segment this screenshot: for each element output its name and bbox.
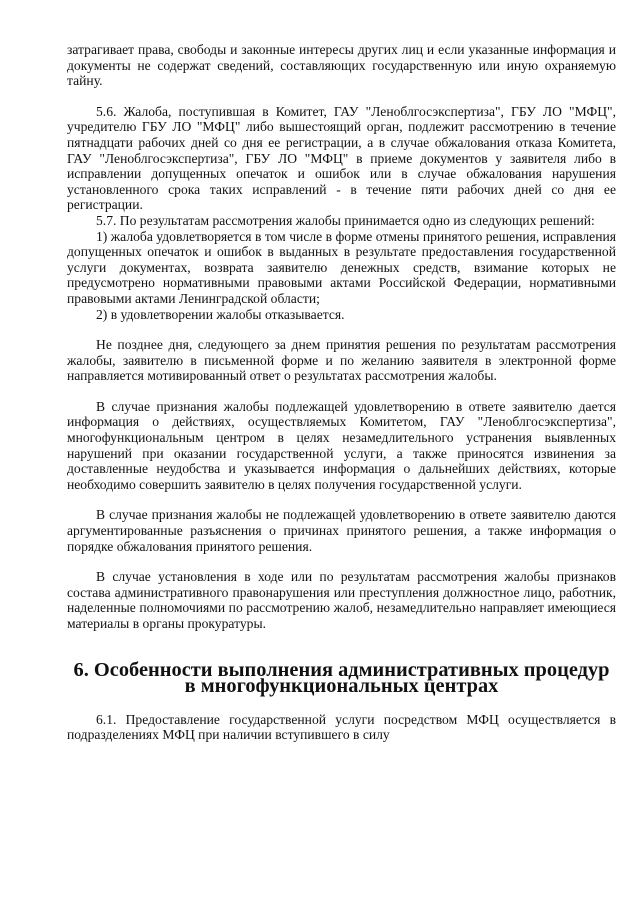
paragraph-response-deadline: Не позднее дня, следующего за днем принятия решения по результатам рассмотрения жалобы, заявителю в письменной форме и по желанию заявителя в электронной форме направляется мотивированный ответ о результатах рассмотрения жалобы. — [67, 337, 616, 384]
paragraph-rights: затрагивает права, свободы и законные интересы других лиц и если указанные информация и документы не содержат сведений, составляющих государственную или иную охраняемую тайну. — [67, 42, 616, 89]
paragraph-complaint-rejected: В случае признания жалобы не подлежащей удовлетворению в ответе заявителю даются аргументированные разъяснения о причинах принятого решения, а также информация о порядке обжалования принятого решения. — [67, 507, 616, 554]
paragraph-5-7: 5.7. По результатам рассмотрения жалобы принимается одно из следующих решений: — [96, 212, 595, 228]
section-heading — [67, 658, 616, 697]
paragraph-decision-2: 2) в удовлетворении жалобы отказывается. — [96, 306, 345, 322]
section-heading-line-2: в многофункциональных центрах — [184, 674, 499, 697]
paragraph-5-6: 5.6. Жалоба, поступившая в Комитет, ГАУ "Леноблгосэкспертиза", ГБУ ЛО "МФЦ", учредителю ГБУ ЛО "МФЦ" либо вышестоящий орган, подлежит рассмотрению в течение пятнадцати рабочих дней со дня ее регистрации, а в случае обжалования отказа Комитета, ГАУ "Леноблгосэкспертиза", ГБУ ЛО "МФЦ" в приеме документов у заявителя либо в исправлении допущенных опечаток и ошибок или в случае обжалования нарушения установленного срока таких исправлений - в течение пяти рабочих дней со дня ее регистрации. — [67, 103, 616, 213]
paragraph-prosecutor: В случае установления в ходе или по результатам рассмотрения жалобы признаков состава административного правонарушения или преступления должностное лицо, работник, наделенные полномочиями по рассмотрению жалоб, незамедлительно направляет имеющиеся материалы в органы прокуратуры. — [67, 569, 616, 631]
paragraph-6-1: 6.1. Предоставление государственной услуги посредством МФЦ осуществляется в подразделениях МФЦ при наличии вступившего в силу — [67, 711, 616, 743]
paragraph-complaint-satisfied: В случае признания жалобы подлежащей удовлетворению в ответе заявителю дается информация о действиях, осуществляемых Комитетом, ГАУ "Леноблгосэкспертиза", многофункциональным центром в целях незамедлительного устранения выявленных нарушений при оказании государственной услуги, а также приносятся извинения за доставленные неудобства и указывается информация о дальнейших действиях, которые необходимо совершить заявителю в целях получения государственной услуги. — [67, 398, 616, 492]
document-page — [67, 42, 616, 743]
paragraph-decision-1: 1) жалоба удовлетворяется в том числе в форме отмены принятого решения, исправления допущенных опечаток и ошибок в выданных в результате предоставления государственной услуги документах, возврата заявителю денежных средств, взимание которых не предусмотрено нормативными правовыми актами Российской Федерации, нормативными правовыми актами Ленинградской области; — [67, 228, 616, 306]
section-heading-line-1: 6. Особенности выполнения административных процедур — [73, 658, 610, 681]
